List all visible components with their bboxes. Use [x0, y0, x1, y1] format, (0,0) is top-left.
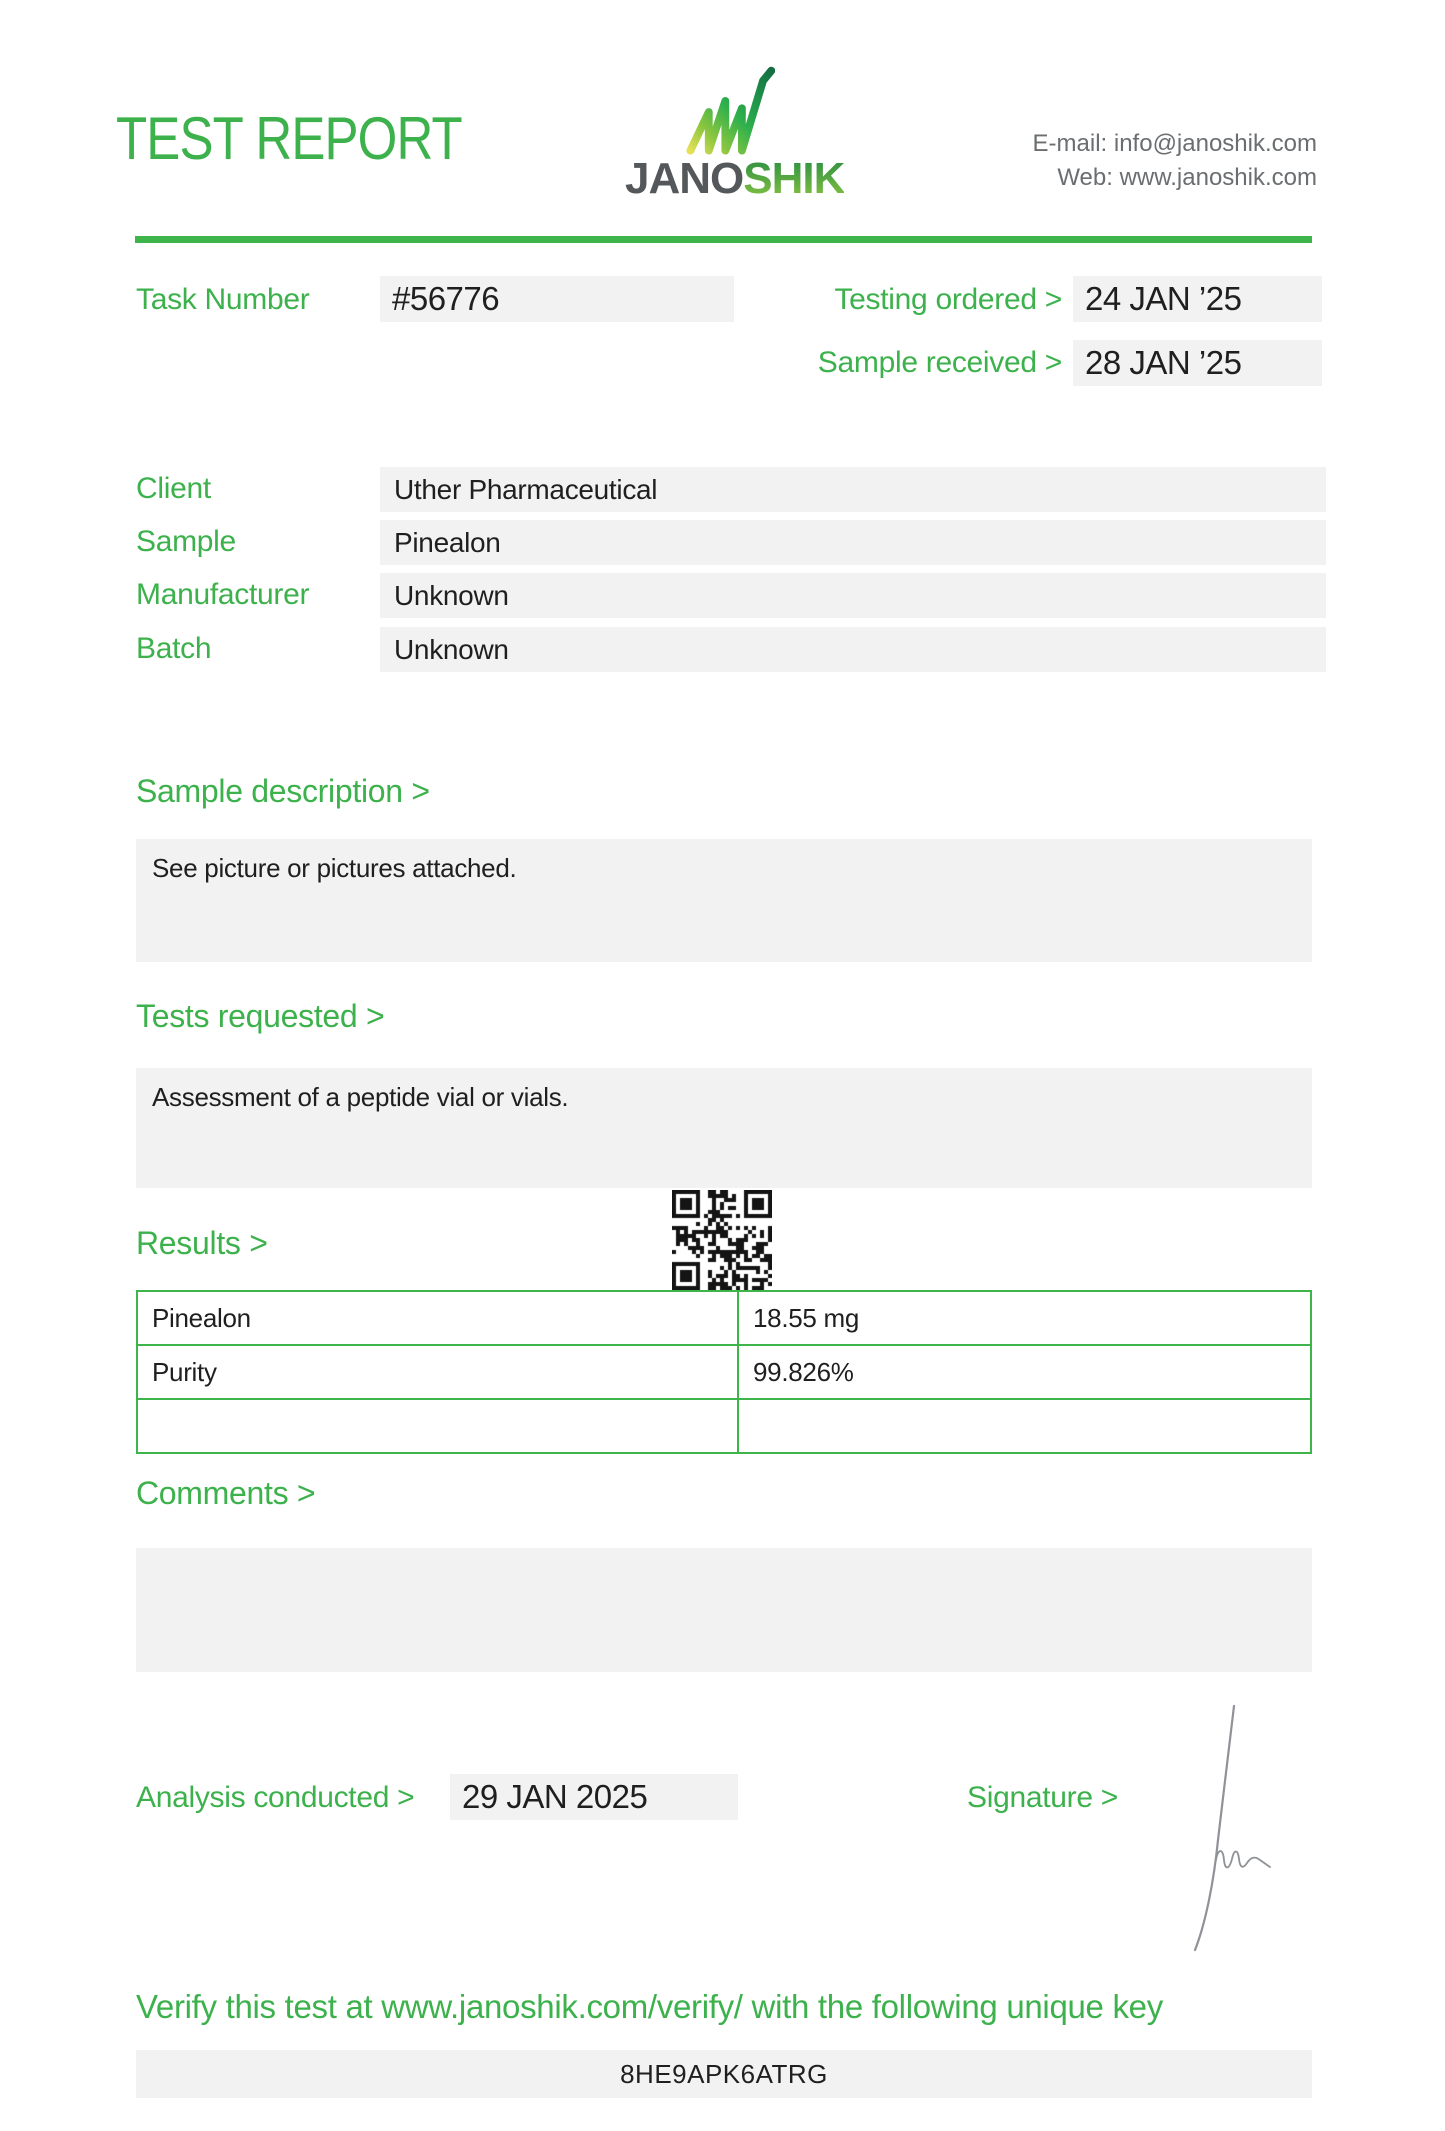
task-number-value: #56776 [380, 276, 734, 322]
results-row-3 [137, 1399, 1311, 1453]
testing-ordered-label: Testing ordered > [834, 283, 1062, 316]
manufacturer-label: Manufacturer [136, 578, 310, 611]
task-number-label: Task Number [136, 283, 310, 316]
contact-email-line [1033, 127, 1317, 160]
contact-web-line [1057, 161, 1317, 194]
logo-wordmark [625, 154, 844, 204]
qr-code [672, 1190, 772, 1290]
sample-description-heading: Sample description > [136, 773, 430, 809]
verify-heading: Verify this test at www.janoshik.com/verify/ with the following unique key [136, 1988, 1163, 2025]
email-label: E-mail: [1032, 130, 1108, 157]
web-label: Web: [1057, 164, 1113, 191]
client-value: Uther Pharmaceutical [380, 467, 1326, 512]
results-heading: Results > [136, 1225, 268, 1261]
logo-text-shik: SHIK [743, 154, 845, 203]
tests-requested-box: Assessment of a peptide vial or vials. [136, 1068, 1312, 1188]
result-value-cell: 18.55 mg [738, 1291, 1311, 1345]
signature-scribble [1168, 1700, 1288, 1956]
tests-requested-heading: Tests requested > [136, 998, 385, 1034]
results-row-1 [137, 1291, 1311, 1345]
verify-key: 8HE9APK6ATRG [136, 2050, 1312, 2098]
batch-label: Batch [136, 632, 212, 665]
analysis-conducted-label: Analysis conducted > [136, 1781, 415, 1814]
header-divider [135, 236, 1312, 243]
batch-value: Unknown [380, 627, 1326, 672]
comments-box [136, 1548, 1312, 1672]
comments-heading: Comments > [136, 1475, 316, 1511]
testing-ordered-value: 24 JAN ’25 [1073, 276, 1322, 322]
web-value: www.janoshik.com [1119, 164, 1317, 191]
client-label: Client [136, 472, 211, 505]
sample-label: Sample [136, 525, 236, 558]
janoshik-chart-icon [683, 66, 775, 158]
sample-value: Pinealon [380, 520, 1326, 565]
sample-received-value: 28 JAN ’25 [1073, 340, 1322, 386]
results-row-2 [137, 1345, 1311, 1399]
result-value-cell: 99.826% [738, 1345, 1311, 1399]
email-value: info@janoshik.com [1113, 130, 1317, 157]
page-title: TEST REPORT [116, 105, 462, 172]
results-table [136, 1290, 1312, 1454]
manufacturer-value: Unknown [380, 573, 1326, 618]
logo-text-jano: JANO [625, 154, 744, 203]
result-value-cell [738, 1399, 1311, 1453]
result-name-cell [137, 1399, 738, 1453]
analysis-date-value: 29 JAN 2025 [450, 1774, 738, 1820]
result-name-cell: Purity [137, 1345, 738, 1399]
sample-description-box: See picture or pictures attached. [136, 839, 1312, 962]
sample-received-label: Sample received > [817, 346, 1062, 379]
result-name-cell: Pinealon [137, 1291, 738, 1345]
signature-label: Signature > [967, 1781, 1118, 1814]
